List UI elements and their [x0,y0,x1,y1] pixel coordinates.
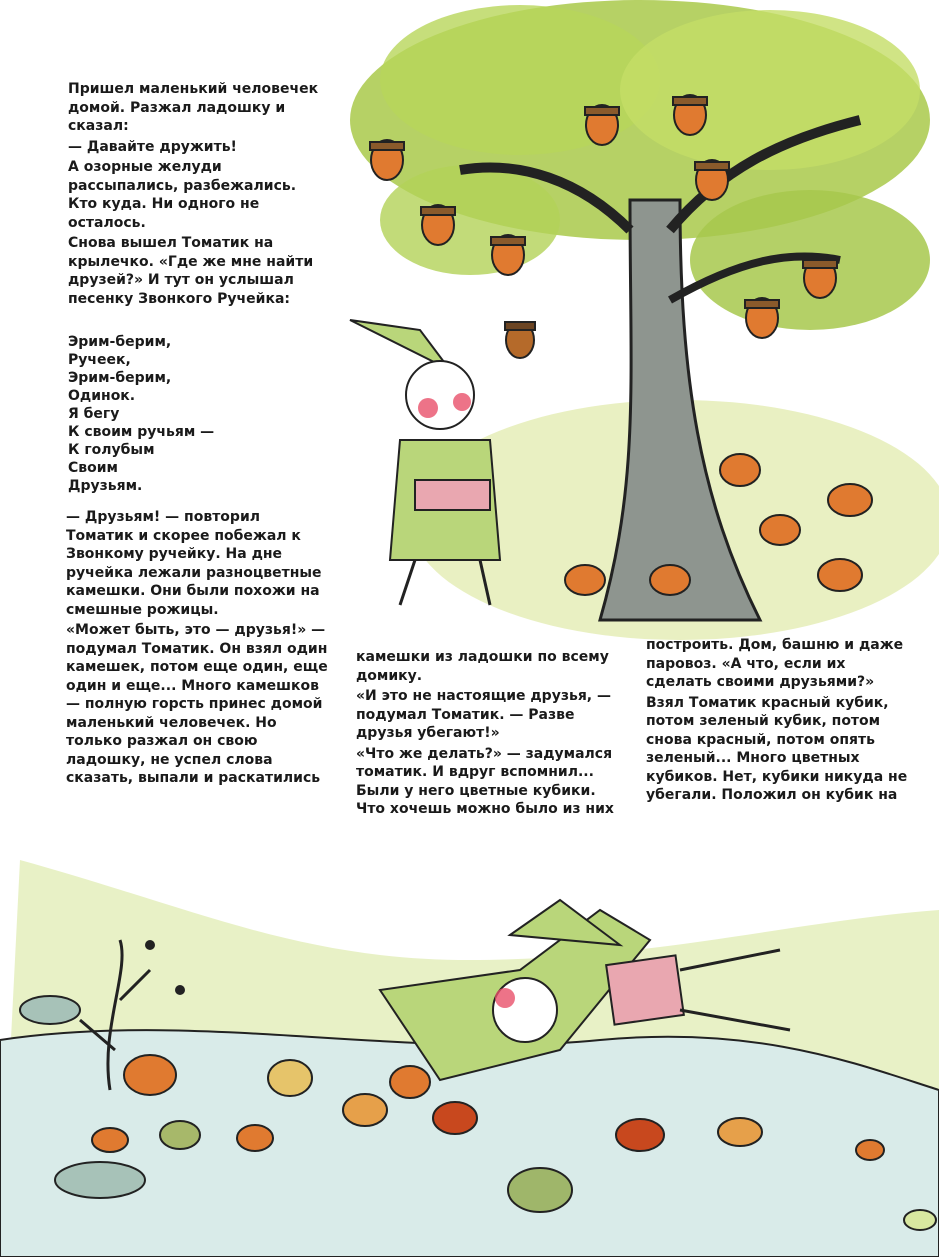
story-column-top [68,80,330,310]
poem-line: Эрим-берим, [68,370,172,386]
paragraph: — Давайте дружить! [68,138,237,155]
paragraph: Взял Томатик красный кубик, потом зеленый кубик, потом снова красный, потом опять зеленый... Много цветных кубиков. Нет, кубики никуда не убегали. Положил он кубик на [646,694,908,803]
acorn-icon [585,105,619,145]
acorn-icon [720,454,760,486]
acorn-icon [828,484,872,516]
story-column-middle [356,648,620,821]
poem-line: Одинок. [68,388,136,404]
paragraph: «Что же делать?» — задумался томатик. И вдруг вспомнил... Были у него цветные кубики. Что хочешь можно было из них [356,745,614,817]
poem-line: Эрим-берим, [68,334,172,350]
acorn-icon [370,140,404,180]
paragraph: Снова вышел Томатик на крылечко. «Где же мне найти друзей?» И тут он услышал песенку Звонкого Ручейка: [68,235,314,307]
paragraph: А озорные желуди рассыпались, разбежались. Кто куда. Ни одного не осталось. [68,159,297,231]
poem-line: Друзьям. [68,478,143,494]
paragraph: Пришел маленький человечек домой. Разжал ладошку и сказал: [68,81,319,134]
song-poem [68,333,214,495]
acorn-icon [760,515,800,545]
story-column-right [646,636,912,807]
paragraph: — Друзьям! — повторил Томатик и скорее побежал к Звонкому ручейку. На дне ручейка лежали разноцветные камешки. Они были похожи на смешные рожицы. [66,509,322,618]
paragraph: «Может быть, это — друзья!» — подумал Томатик. Он взял один камешек, потом еще один, еще один и еще... Много камешков — полную горсть принес домой маленький человечек. Но только разжал он свою ладошку, не успел слова сказать, выпали и раскатились [66,622,328,786]
poem-line: К своим ручьям — [68,424,215,440]
paragraph: камешки из ладошки по всему домику. [356,649,609,684]
acorn-icon [565,565,605,595]
acorn-icon [695,160,729,200]
acorn-icon [421,205,455,245]
acorn-icon [491,235,525,275]
poem-line: Своим [68,460,119,476]
paragraph: «И это не настоящие друзья, — подумал Томатик. — Разве друзья убегают!» [356,688,612,741]
acorn-icon [650,565,690,595]
acorn-icon [673,95,707,135]
poem-line: Я бегу [68,406,120,422]
stream-illustration [0,850,939,1257]
story-column-left [66,508,332,790]
poem-line: К голубым [68,442,155,458]
acorn-icon [818,559,862,591]
paragraph: построить. Дом, башню и даже паровоз. «А что, если их сделать своими друзьями?» [646,637,904,690]
poem-line: Ручеек, [68,352,131,368]
acorn-icon [505,322,535,358]
tree-illustration [340,0,939,640]
acorn-icon [803,258,837,298]
acorn-icon [745,298,779,338]
